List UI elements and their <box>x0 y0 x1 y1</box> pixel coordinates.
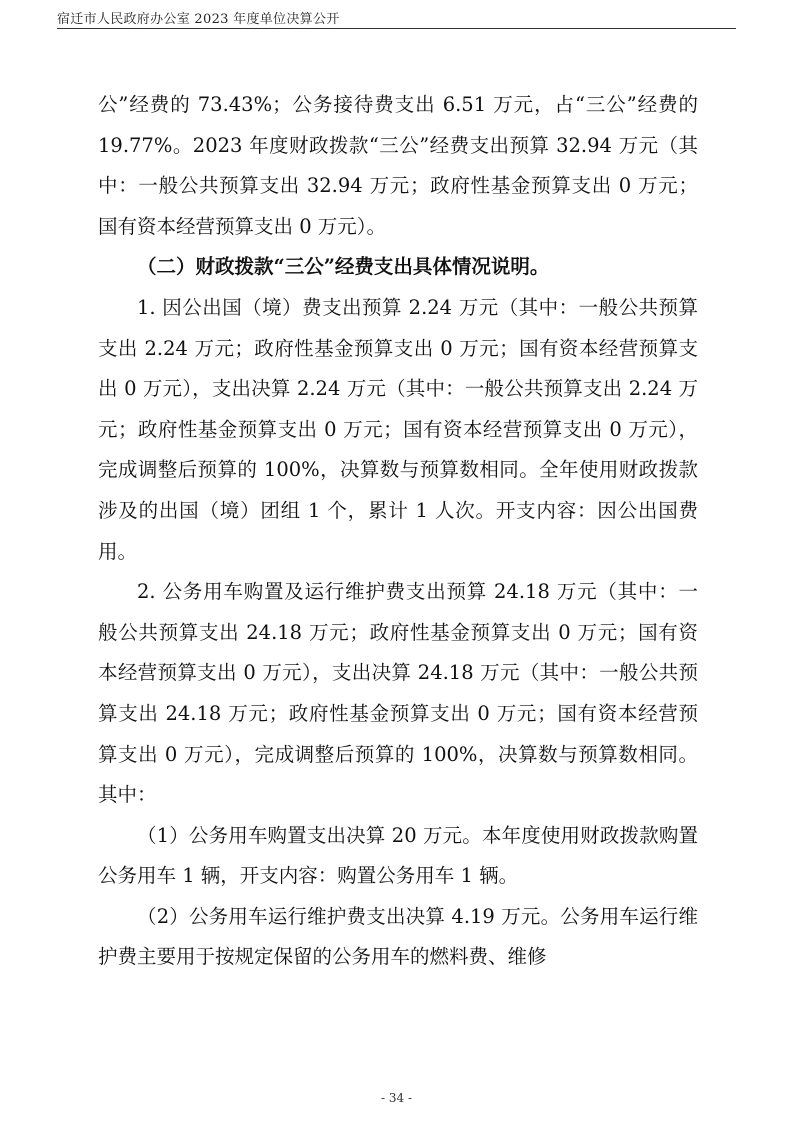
header-rule <box>57 28 736 29</box>
document-body <box>98 85 698 978</box>
paragraph-three-public-summary: 公”经费的 73.43%；公务接待费支出 6.51 万元，占“三公”经费的 19.77%。2023 年度财政拨款“三公”经费支出预算 32.94 万元（其中：一般公共预算支出 32.94 万元；政府性基金预算支出 0 万元；国有资本经营预算支出 0 万元）。 <box>98 93 698 238</box>
paragraph-overseas-travel: 1. 因公出国（境）费支出预算 2.24 万元（其中：一般公共预算支出 2.24 万元；政府性基金预算支出 0 万元；国有资本经营预算支出 0 万元），支出决算 2.24 万元（其中：一般公共预算支出 2.24 万元；政府性基金预算支出 0 万元；国有资本经营预算支出 0 万元），完成调整后预算的 100%，决算数与预算数相同。全年使用财政拨款涉及的出国（境）团组 1 个，累计 1 人次。开支内容：因公出国费用。 <box>98 295 698 563</box>
page-number: - 34 - <box>380 1091 412 1105</box>
section-heading: （二）财政拨款“三公”经费支出具体情况说明。 <box>137 255 550 279</box>
paragraph-official-vehicles: 2. 公务用车购置及运行维护费支出预算 24.18 万元（其中：一般公共预算支出 24.18 万元；政府性基金预算支出 0 万元；国有资本经营预算支出 0 万元），支出决算 24.18 万元（其中：一般公共预算支出 24.18 万元；政府性基金预算支出 0 万元；国有资本经营预算支出 0 万元），完成调整后预算的 100%，决算数与预算数相同。其中： <box>98 580 698 807</box>
page-header: 宿迁市人民政府办公室 2023 年度单位决算公开 <box>57 12 340 27</box>
paragraph-vehicle-operation: （2）公务用车运行维护费支出决算 4.19 万元。公务用车运行维护费主要用于按规定保留的公务用车的燃料费、维修 <box>98 904 698 969</box>
paragraph-vehicle-purchase: （1）公务用车购置支出决算 20 万元。本年度使用财政拨款购置公务用车 1 辆，开支内容：购置公务用车 1 辆。 <box>98 823 698 888</box>
